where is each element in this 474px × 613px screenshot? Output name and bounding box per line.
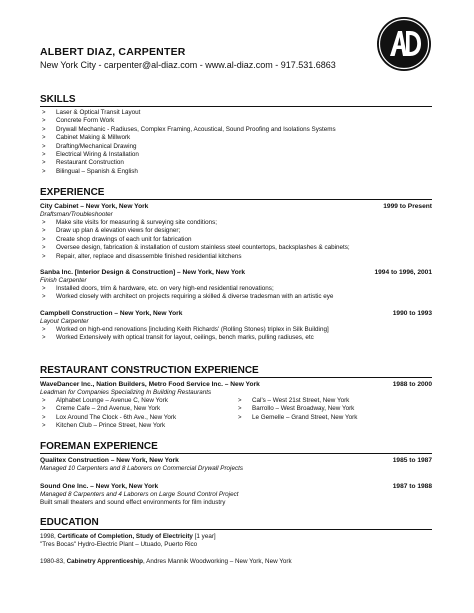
restaurant-section: [40, 365, 432, 431]
company-name: WaveDancer Inc., Nation Builders, Metro Food Service Inc. – New York: [40, 381, 260, 388]
education-degree: Certificate of Completion, Study of Electricity: [57, 533, 193, 540]
list-item: > Installed doors, trim & hardware, etc. on very high-end residential renovations;: [40, 285, 432, 293]
section-title: EDUCATION: [40, 517, 432, 530]
list-item: > Bilingual – Spanish & English: [40, 168, 432, 176]
job-entry: [40, 456, 432, 473]
list-item: > Drywall Mechanic - Radiuses, Complex Framing, Acoustical, Sound Proofing and Isolations Systems: [40, 126, 432, 134]
education-detail: , Andres Mannik Woodworking – New York, New York: [143, 558, 292, 566]
list-item: > Cal's – West 21st Street, New York: [236, 397, 432, 405]
company-name: City Cabinet – New York, New York: [40, 203, 149, 210]
education-section: [40, 517, 432, 567]
job-dates: 1987 to 1988: [392, 483, 432, 490]
job-entry: [40, 309, 432, 343]
job-dates: 1988 to 2000: [392, 381, 432, 388]
list-item: > Drafting/Mechanical Drawing: [40, 143, 432, 151]
list-item: > Le Gemelle – Grand Street, New York: [236, 414, 432, 422]
job-role: Layout Carpenter: [40, 317, 89, 325]
company-name: Sanba Inc. [Interior Design & Construction] – New York, New York: [40, 269, 246, 277]
ad-monogram-logo: [376, 16, 432, 72]
company-name: Qualitex Construction – New York, New York: [40, 457, 179, 464]
list-item: > Creme Cafe – 2nd Avenue, New York: [40, 405, 236, 413]
restaurant-columns: [40, 397, 432, 431]
job-role: Draftsman/Troubleshooter: [40, 211, 113, 218]
education-entry: [40, 533, 432, 541]
education-degree: Cabinetry Apprenticeship: [66, 558, 144, 566]
job-entry: [40, 268, 432, 302]
list-item: > Electrical Wiring & Installation: [40, 151, 432, 159]
section-title: EXPERIENCE: [40, 187, 432, 200]
contact-line: New York City - carpenter@al-diaz.com - www.al-diaz.com - 917.531.6863: [40, 60, 336, 70]
foreman-section: [40, 441, 432, 507]
list-item: > Worked Extensively with optical transit for layout, ceilings, bench marks, pulling radiuses, etc: [40, 334, 432, 342]
job-note: Built small theaters and sound effect environments for film industry: [40, 499, 226, 506]
list-item: > Kitchen Club – Prince Street, New York: [40, 422, 236, 430]
section-title: RESTAURANT CONSTRUCTION EXPERIENCE: [40, 365, 432, 378]
job-role: Managed 8 Carpenters and 4 Laborers on Large Sound Control Project: [40, 491, 239, 498]
job-dates: 1990 to 1993: [392, 309, 432, 317]
list-item: > Draw up plan & elevation views for designer;: [40, 227, 432, 235]
list-item: > Restaurant Construction: [40, 159, 432, 167]
skills-section: [40, 94, 432, 176]
education-year: 1998,: [40, 533, 58, 540]
list-item: > Concrete Form Work: [40, 117, 432, 125]
job-role: Finish Carpenter: [40, 277, 87, 285]
education-institution: "Tres Bocas" Hydro-Electric Plant – Utuado, Puerto Rico: [40, 541, 198, 549]
job-role: Managed 10 Carpenters and 8 Laborers on Commercial Drywall Projects: [40, 465, 243, 472]
list-item: > Lox Around The Clock - 6th Ave., New York: [40, 414, 236, 422]
experience-section: [40, 187, 432, 343]
list-item: > Create shop drawings of each unit for fabrication: [40, 236, 432, 244]
education-entry: [40, 558, 432, 566]
list-item: > Repair, alter, replace and disassemble finished residential kitchens: [40, 253, 432, 261]
job-dates: 1985 to 1987: [392, 457, 432, 464]
list-item: > Worked closely with architect on projects requiring a skilled & diverse tradesman with an artistic eye: [40, 293, 432, 301]
list-item: > Alphabet Lounge – Avenue C, New York: [40, 397, 236, 405]
section-title: SKILLS: [40, 94, 432, 107]
section-title: FOREMAN EXPERIENCE: [40, 441, 432, 454]
list-item: > Make site visits for measuring & surveying site conditions;: [40, 219, 432, 227]
list-item: > Worked on high-end renovations [including Keith Richards' (Rolling Stones) triplex in Silk Building]: [40, 326, 432, 334]
job-entry: [40, 202, 432, 261]
list-item: > Cabinet Making & Millwork: [40, 134, 432, 142]
list-item: > Oversee design, fabrication & installation of custom stainless steel countertops, backsplashes & cabinets;: [40, 244, 432, 252]
education-year: 1980-83,: [40, 558, 67, 566]
job-role: Leadman for Companies Specializing In Building Restaurants: [40, 389, 212, 396]
list-item: > Barrollo – West Broadway, New York: [236, 405, 432, 413]
education-detail: [1 year]: [192, 533, 216, 540]
job-dates: 1999 to Present: [383, 203, 432, 210]
company-name: Campbell Construction – New York, New York: [40, 309, 183, 317]
skills-list: [40, 109, 432, 176]
job-dates: 1994 to 1996, 2001: [374, 269, 432, 277]
job-entry: [40, 482, 432, 507]
candidate-name: ALBERT DIAZ, CARPENTER: [40, 46, 186, 58]
company-name: Sound One Inc. – New York, New York: [40, 483, 159, 490]
list-item: > Laser & Optical Transit Layout: [40, 109, 432, 117]
